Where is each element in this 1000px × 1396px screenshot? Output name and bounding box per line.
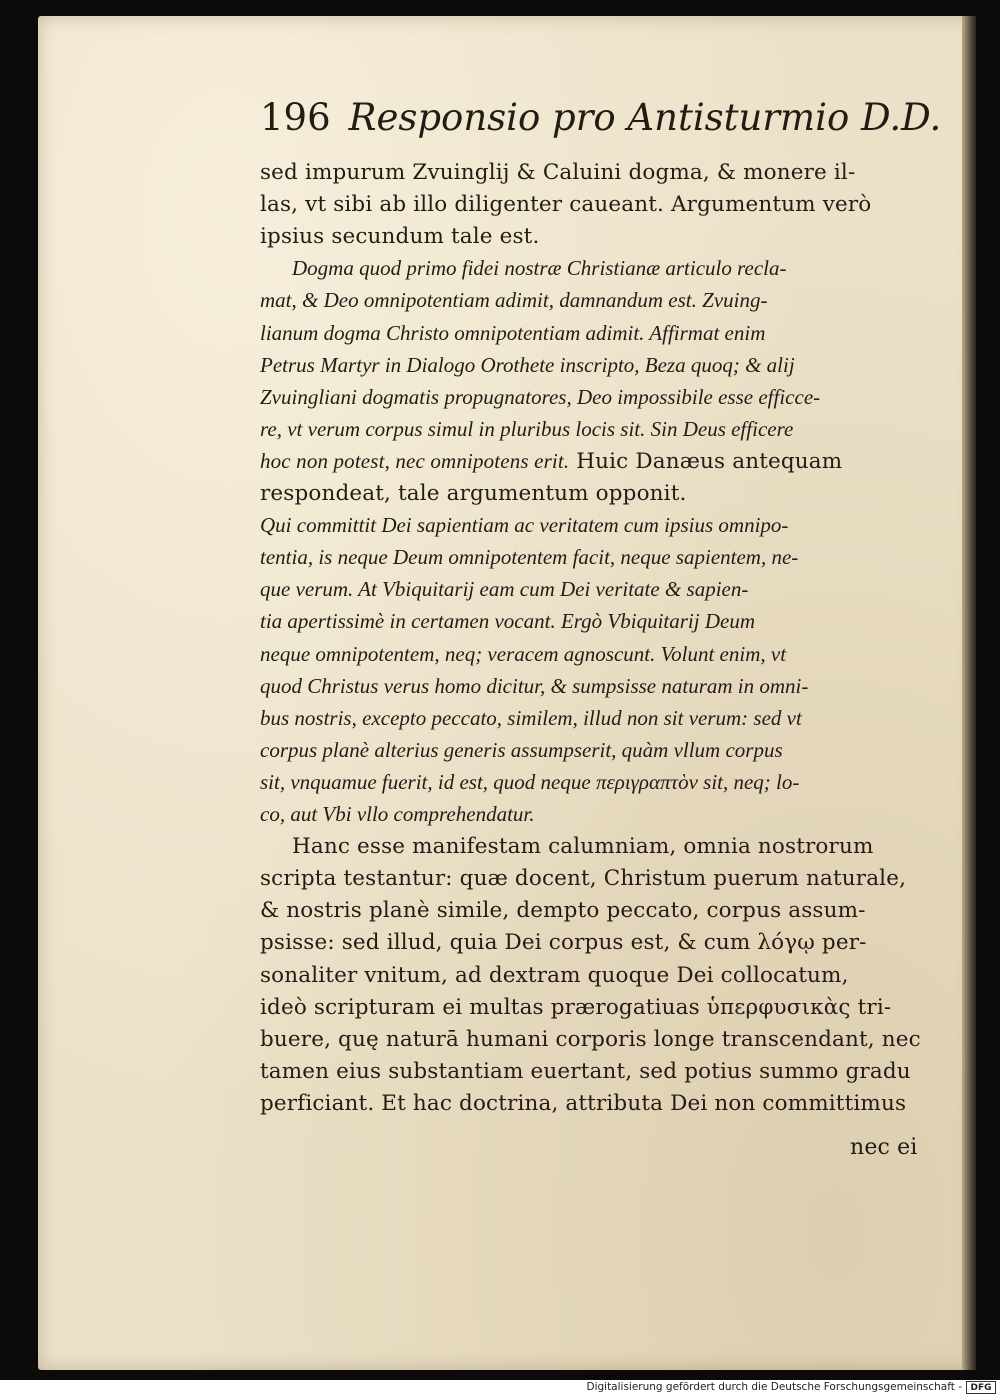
text-line: re, vt verum corpus simul in pluribus locis sit. Sin Deus efficere bbox=[260, 416, 794, 441]
text-line bbox=[260, 449, 940, 474]
text-line: bus nostris, excepto peccato, similem, illud non sit verum: sed vt bbox=[260, 705, 802, 730]
text-line: ideò scripturam ei multas prærogatiuas ὑπερφυσικὰς tri- bbox=[260, 994, 892, 1020]
text-line: Zvuingliani dogmatis propugnatores, Deo impossibile esse efficce- bbox=[260, 384, 821, 409]
text-line: las, vt sibi ab illo diligenter caueant. Argumentum verò bbox=[260, 192, 872, 218]
text-line: quod Christus verus homo dicitur, & sumpsisse naturam in omni- bbox=[260, 673, 809, 698]
text-line: corpus planè alterius generis assumpserit, quàm vllum corpus bbox=[260, 737, 783, 762]
text-line: Hanc esse manifestam calumniam, omnia nostrorum bbox=[292, 834, 874, 860]
text-line: buere, quę naturā humani corporis longe transcendant, nec bbox=[260, 1026, 921, 1052]
page-number: 196 bbox=[260, 96, 331, 139]
text-line: tia apertissimè in certamen vocant. Ergò Vbiquitarij Deum bbox=[260, 609, 755, 634]
running-head-title: Responsio pro Antisturmio D.D. bbox=[348, 96, 942, 139]
running-header bbox=[260, 96, 940, 139]
text-line: Petrus Martyr in Dialogo Orothete inscripto, Beza quoq; & alij bbox=[260, 352, 795, 377]
text-line: que verum. At Vbiquitarij eam cum Dei veritate & sapien- bbox=[260, 577, 749, 602]
text-line: Dogma quod primo fidei nostræ Christianæ articulo recla- bbox=[292, 256, 787, 281]
funding-credit: Digitalisierung gefördert durch die Deutsche Forschungsgemeinschaft - bbox=[586, 1381, 962, 1393]
text-line: sonaliter vnitum, ad dextram quoque Dei collocatum, bbox=[260, 962, 849, 988]
text-line: perficiant. Et hac doctrina, attributa Dei non committimus bbox=[260, 1090, 907, 1116]
text-line: neque omnipotentem, neq; veracem agnoscunt. Volunt enim, vt bbox=[260, 641, 787, 666]
roman-segment: Huic Danæus antequam bbox=[569, 448, 843, 474]
text-line: Qui committit Dei sapientiam ac veritatem cum ipsius omnipo- bbox=[260, 513, 789, 538]
text-line: ipsius secundum tale est. bbox=[260, 224, 540, 250]
text-line: lianum dogma Christo omnipotentiam adimit. Affirmat enim bbox=[260, 320, 766, 345]
digitization-footer bbox=[0, 1380, 1000, 1396]
text-line: respondeat, tale argumentum opponit. bbox=[260, 481, 687, 506]
text-line: tamen eius substantiam euertant, sed potius summo gradu bbox=[260, 1058, 911, 1084]
dfg-logo: DFG bbox=[966, 1381, 996, 1394]
page-edge-shadow bbox=[962, 16, 976, 1370]
italic-segment: hoc non potest, nec omnipotens erit. bbox=[260, 448, 570, 473]
text-line: psisse: sed illud, quia Dei corpus est, & cum λόγῳ per- bbox=[260, 930, 867, 956]
text-line: scripta testantur: quæ docent, Christum puerum naturale, bbox=[260, 866, 907, 892]
catchword: nec ei bbox=[850, 1135, 918, 1160]
text-line: mat, & Deo omnipotentiam adimit, damnandum est. Zvuing- bbox=[260, 288, 768, 313]
text-line: tentia, is neque Deum omnipotentem facit, neque sapientem, ne- bbox=[260, 545, 799, 570]
text-line: co, aut Vbi vllo comprehendatur. bbox=[260, 802, 535, 826]
text-line: & nostris planè simile, dempto peccato, corpus assum- bbox=[260, 898, 866, 924]
text-line: sit, vnquamue fuerit, id est, quod neque περιγραπτὸν sit, neq; lo- bbox=[260, 769, 800, 794]
text-line: sed impurum Zvuinglij & Caluini dogma, & monere il- bbox=[260, 160, 856, 185]
